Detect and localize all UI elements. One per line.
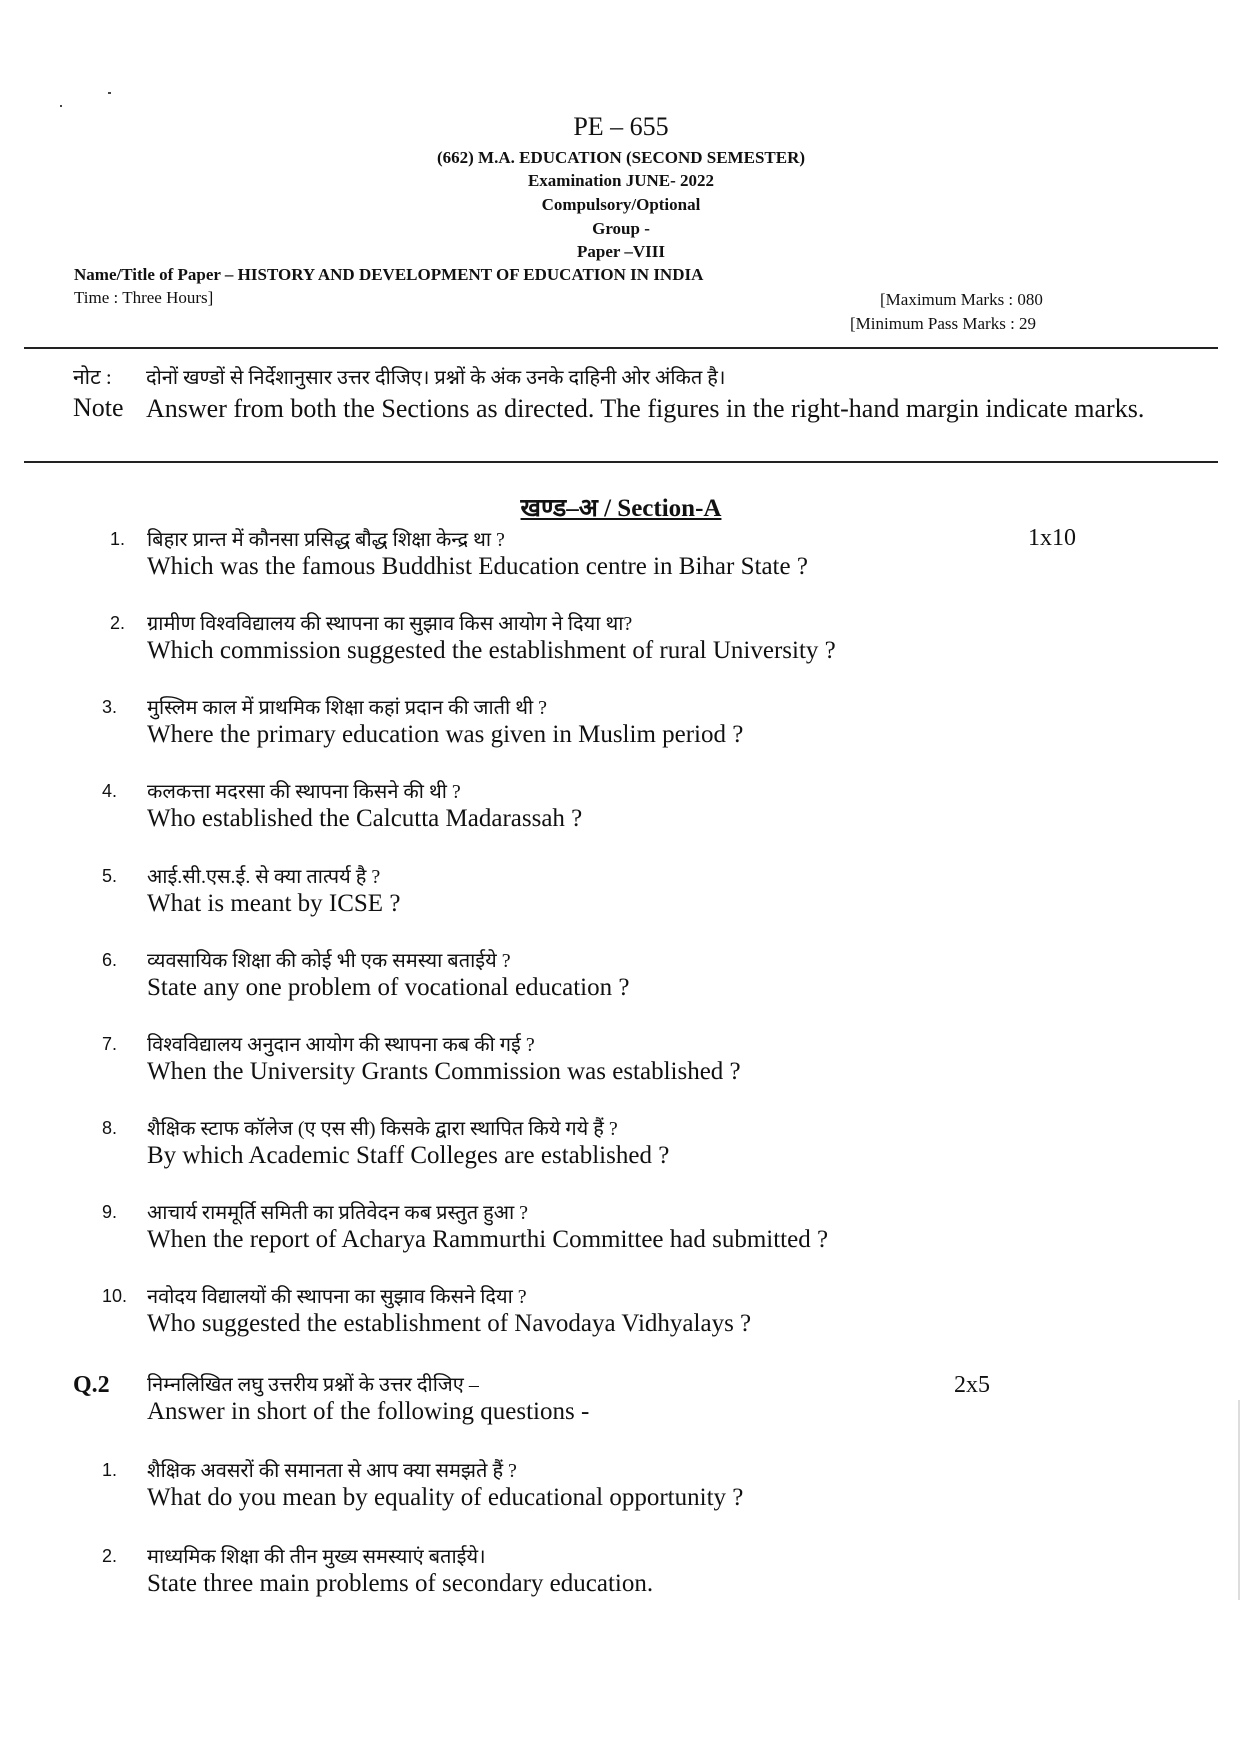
question-hindi: विश्वविद्यालय अनुदान आयोग की स्थापना कब की गई ? (147, 1034, 535, 1056)
question-english: What do you mean by equality of educational opportunity ? (147, 1484, 744, 1511)
question-number: 1. (110, 529, 126, 549)
scan-edge (1238, 1400, 1240, 1600)
question-hindi: माध्यमिक शिक्षा की तीन मुख्य समस्याएं बताईये। (147, 1546, 486, 1568)
exam-time: Time : Three Hours] (74, 288, 214, 307)
q2-marks: 2x5 (954, 1372, 990, 1398)
question-number: 7. (102, 1034, 118, 1054)
q2-number: Q.2 (73, 1372, 110, 1398)
question-english: State three main problems of secondary education. (147, 1570, 654, 1597)
question-hindi: आई.सी.एस.ई. से क्या तात्पर्य है ? (147, 866, 381, 888)
note-english-label: Note (73, 393, 124, 422)
question-number: 2. (110, 613, 126, 633)
section-a-marks: 1x10 (1028, 525, 1076, 551)
question-hindi: व्यवसायिक शिक्षा की कोई भी एक समस्या बताईये ? (147, 950, 511, 972)
question-hindi: नवोदय विद्यालयों की स्थापना का सुझाव किसने दिया ? (147, 1286, 527, 1308)
q2-hindi: निम्नलिखित लघु उत्तरीय प्रश्नों के उत्तर दीजिए – (147, 1374, 479, 1396)
section-a-heading-text: खण्ड–अ / Section-A (520, 495, 722, 522)
note-english-text: Answer from both the Sections as directed. The figures in the right-hand margin indicate marks. (146, 394, 1145, 423)
question-english: When the University Grants Commission was established ? (147, 1058, 741, 1085)
question-hindi: मुस्लिम काल में प्राथमिक शिक्षा कहां प्रदान की जाती थी ? (147, 697, 548, 719)
question-english: By which Academic Staff Colleges are established ? (147, 1142, 670, 1169)
q2-english: Answer in short of the following questions - (147, 1398, 590, 1425)
question-number: 4. (102, 781, 118, 801)
question-english: Which commission suggested the establishment of rural University ? (147, 637, 836, 664)
maximum-marks: [Maximum Marks : 080 (880, 290, 1043, 309)
question-hindi: शैक्षिक स्टाफ कॉलेज (ए एस सी) किसके द्वारा स्थापित किये गये हैं ? (147, 1118, 618, 1140)
question-hindi: शैक्षिक अवसरों की समानता से आप क्या समझते हैं ? (147, 1460, 517, 1482)
paper-code: PE – 655 (573, 112, 669, 141)
exam-session: Examination JUNE- 2022 (527, 171, 715, 190)
question-english: Who established the Calcutta Madarassah ? (147, 805, 583, 832)
question-english: State any one problem of vocational education ? (147, 974, 630, 1001)
question-number: 5. (102, 866, 118, 886)
minimum-pass-marks: [Minimum Pass Marks : 29 (850, 314, 1037, 333)
question-number: 8. (102, 1118, 118, 1138)
question-hindi: कलकत्ता मदरसा की स्थापना किसने की थी ? (147, 781, 461, 803)
question-english: Where the primary education was given in Muslim period ? (147, 721, 744, 748)
marks-block (850, 288, 1043, 336)
question-hindi: आचार्य राममूर्ति समिती का प्रतिवेदन कब प्रस्तुत हुआ ? (147, 1202, 529, 1224)
note-hindi-text: दोनों खण्डों से निर्देशानुसार उत्तर दीजिए। प्रश्नों के अंक उनके दाहिनी ओर अंकित है। (146, 367, 726, 389)
note-hindi-label: नोट : (73, 365, 112, 389)
scan-speck (60, 105, 62, 107)
header-divider (24, 347, 1218, 349)
question-english: When the report of Acharya Rammurthi Committee had submitted ? (147, 1226, 829, 1253)
question-number: 10. (102, 1286, 128, 1306)
paper-number: Paper –VIII (577, 242, 665, 261)
question-number: 6. (102, 950, 118, 970)
section-a-heading (0, 490, 1242, 524)
question-number: 3. (102, 697, 118, 717)
question-number: 9. (102, 1202, 118, 1222)
question-hindi: ग्रामीण विश्वविद्यालय की स्थापना का सुझाव किस आयोग ने दिया था? (147, 613, 633, 635)
question-hindi: बिहार प्रान्त में कौनसा प्रसिद्ध बौद्ध शिक्षा केन्द्र था ? (147, 529, 505, 551)
question-english: Who suggested the establishment of Navodaya Vidhyalays ? (147, 1310, 752, 1337)
question-number: 1. (102, 1460, 118, 1480)
course-title: (662) M.A. EDUCATION (SECOND SEMESTER) (436, 148, 806, 167)
paper-title: Name/Title of Paper – HISTORY AND DEVELOPMENT OF EDUCATION IN INDIA (74, 265, 704, 284)
question-english: Which was the famous Buddhist Education centre in Bihar State ? (147, 553, 808, 580)
scan-speck (108, 92, 111, 94)
paper-group: Group - (592, 219, 650, 238)
question-number: 2. (102, 1546, 118, 1566)
note-divider (24, 461, 1218, 463)
paper-type: Compulsory/Optional (541, 195, 701, 214)
question-english: What is meant by ICSE ? (147, 890, 401, 917)
